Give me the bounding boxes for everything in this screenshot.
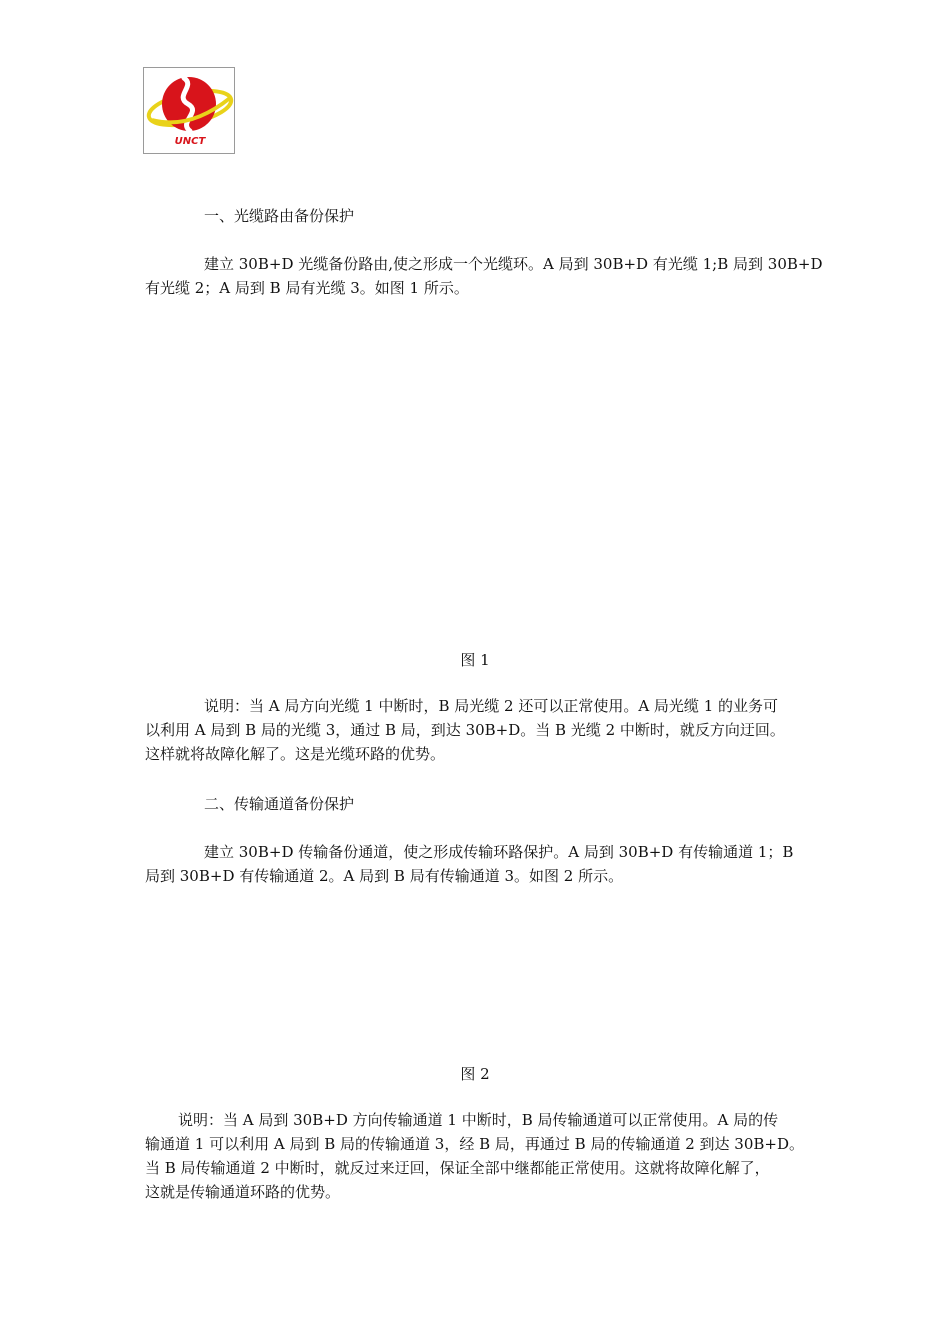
company-logo: [143, 67, 235, 154]
section-1-note-line: 以利用 A 局到 B 局的光缆 3，通过 B 局，到达 30B+D。当 B 光缆 2 中断时，就反方向迂回。: [145, 721, 785, 739]
section-2-note-line: 这就是传输通道环路的优势。: [145, 1183, 341, 1201]
section-1-intro-line: 建立 30B+D 光缆备份路由,使之形成一个光缆环。A 局到 30B+D 有光缆 1;B 局到 30B+D: [204, 255, 823, 273]
figure-2-placeholder: [145, 898, 809, 1058]
section-2-note: [145, 1108, 809, 1204]
section-2-intro-line: 局到 30B+D 有传输通道 2。A 局到 B 局有传输通道 3。如图 2 所示。: [145, 867, 624, 885]
unct-logo-icon: [144, 68, 234, 153]
section-1-intro-line: 有光缆 2；A 局到 B 局有光缆 3。如图 1 所示。: [145, 279, 469, 297]
section-2-intro-line: 建立 30B+D 传输备份通道，使之形成传输环路保护。A 局到 30B+D 有传输通道 1；B: [204, 843, 794, 861]
section-1-note-line: 说明：当 A 局方向光缆 1 中断时，B 局光缆 2 还可以正常使用。A 局光缆 1 的业务可: [204, 697, 779, 715]
section-2-heading: 二、传输通道备份保护: [204, 795, 355, 813]
section-2-note-line: 当 B 局传输通道 2 中断时，就反过来迂回，保证全部中继都能正常使用。这就将故障化解了，: [145, 1159, 770, 1177]
logo-wordmark: UNCT: [174, 136, 206, 147]
section-1-heading: 一、光缆路由备份保护: [204, 207, 355, 225]
section-2-intro: [145, 840, 809, 888]
section-2-note-line: 说明：当 A 局到 30B+D 方向传输通道 1 中断时，B 局传输通道可以正常使用。A 局的传: [178, 1111, 779, 1129]
section-1-note: [145, 694, 809, 766]
section-1-note-line: 这样就将故障化解了。这是光缆环路的优势。: [145, 745, 446, 763]
figure-1-caption: 图 1: [460, 651, 490, 669]
section-2-note-line: 输通道 1 可以利用 A 局到 B 局的传输通道 3，经 B 局，再通过 B 局的传输通道 2 到达 30B+D。: [145, 1135, 804, 1153]
section-1-intro: [145, 252, 823, 300]
figure-2-caption: 图 2: [460, 1065, 490, 1083]
figure-1-placeholder: [145, 310, 809, 640]
